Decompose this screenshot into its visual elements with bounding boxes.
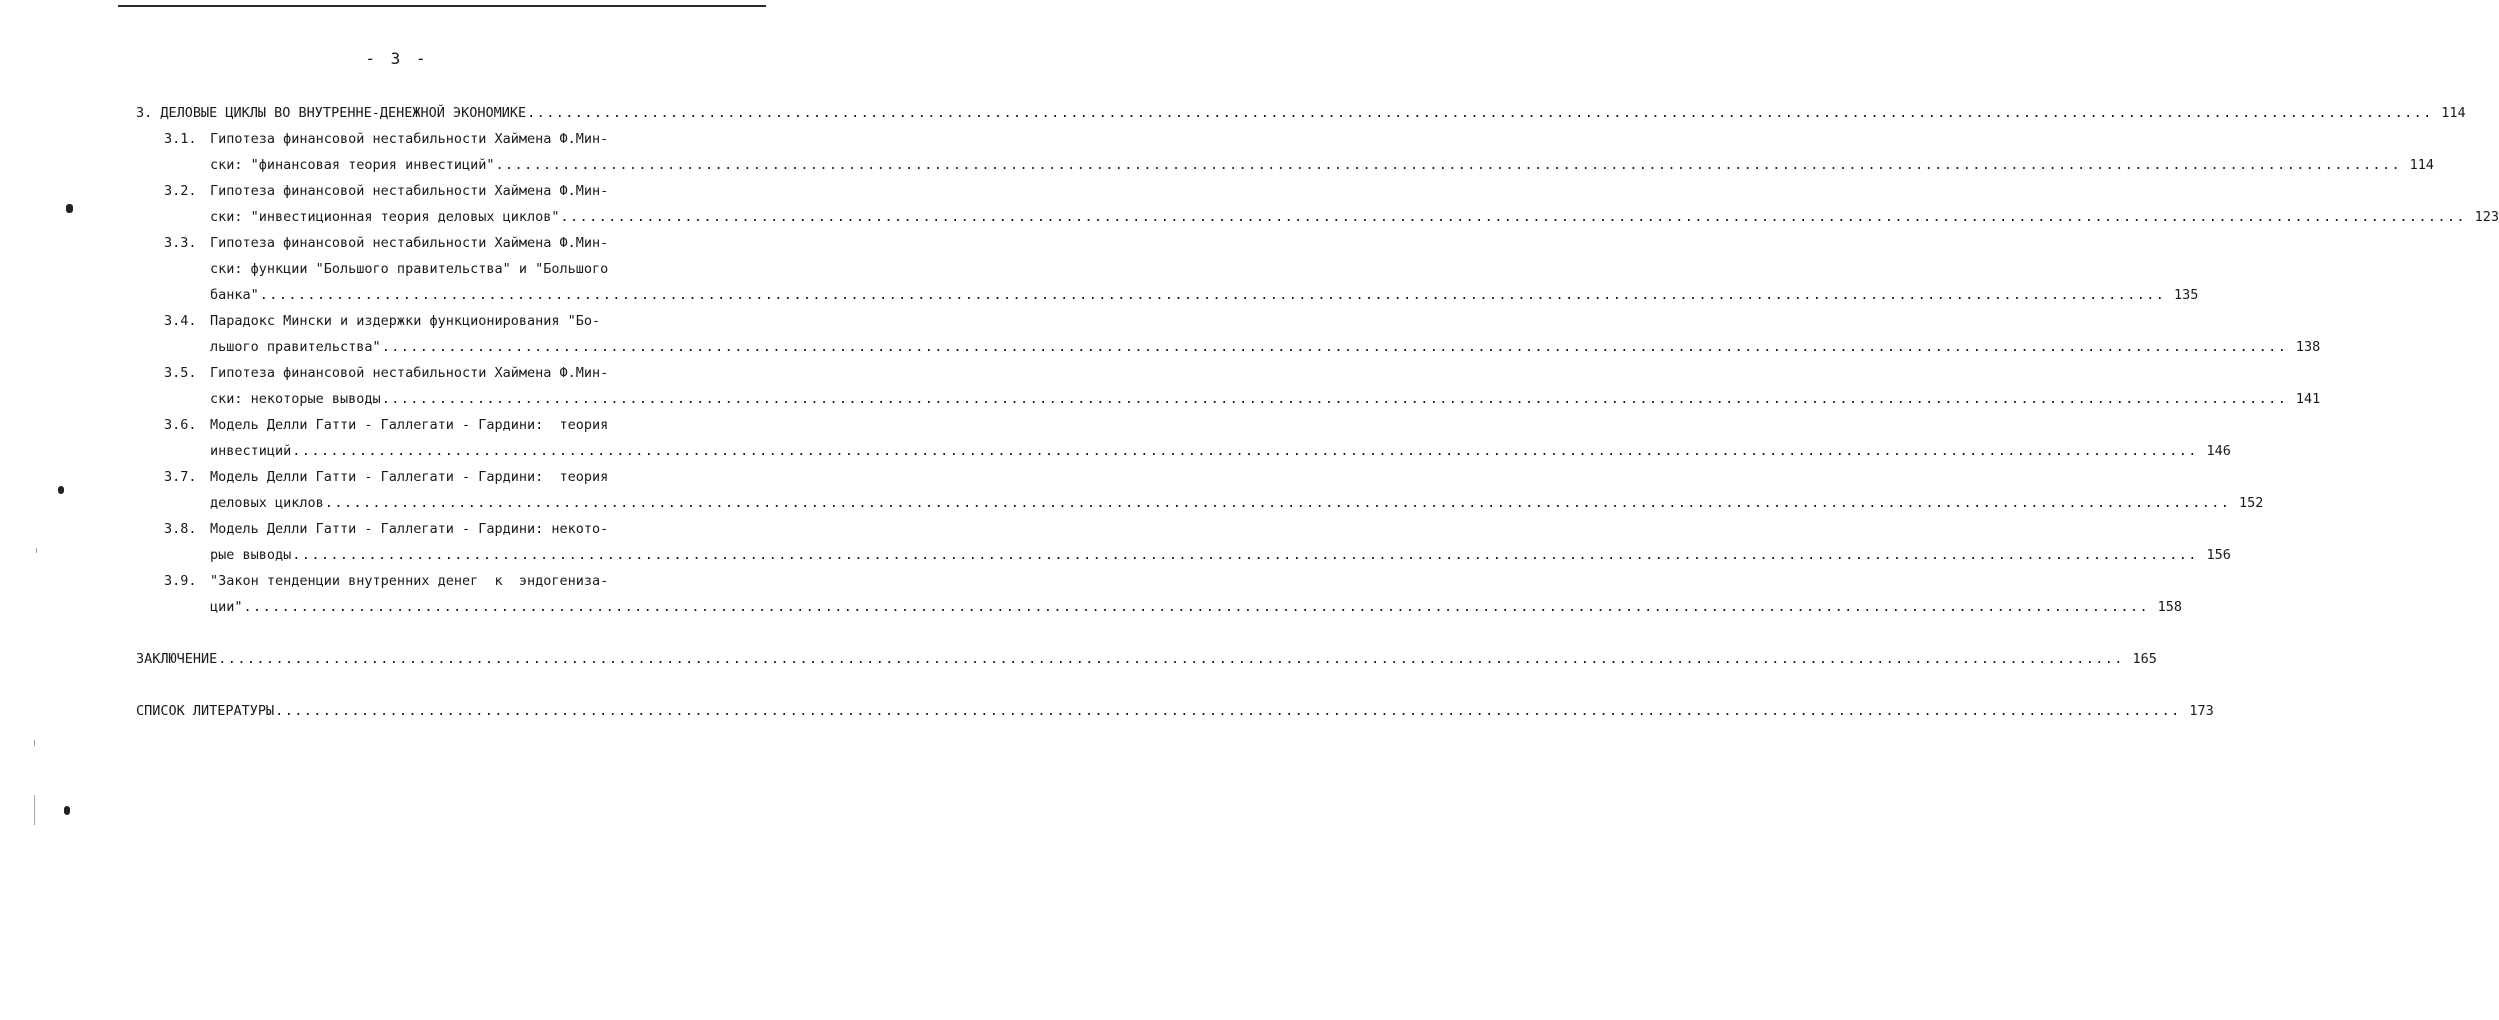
- leader-dots: ........................................................................................................................................................................................................: [292, 443, 2198, 459]
- toc-label: ски: "финансовая теория инвестиций": [210, 157, 495, 173]
- toc-entry-3-8[interactable]: [210, 544, 2231, 564]
- toc-line: "Закон тенденции внутренних денег к эндогениза-: [210, 573, 609, 589]
- toc-line: Гипотеза финансовой нестабильности Хаймена Ф.Мин-: [210, 131, 609, 147]
- toc-label: льшого правительства": [210, 339, 381, 355]
- toc-line: Гипотеза финансовой нестабильности Хаймена Ф.Мин-: [210, 365, 609, 381]
- toc-page: 165: [2132, 651, 2157, 667]
- toc-page: 152: [2238, 495, 2264, 511]
- section-number: 3.7.: [164, 469, 197, 485]
- toc-entry-3-2[interactable]: [210, 206, 2499, 226]
- toc-label: СПИСОК ЛИТЕРАТУРЫ: [136, 703, 275, 719]
- margin-line-mark: [34, 795, 35, 825]
- toc-entry-3-1[interactable]: [210, 154, 2435, 174]
- section-number: 3.8.: [164, 521, 197, 537]
- toc-entry-3-7[interactable]: [210, 492, 2264, 512]
- leader-dots: ........................................................................................................................................................................................................: [495, 157, 2402, 173]
- toc-entry-3-3[interactable]: [210, 284, 2199, 304]
- toc-entry-3-4[interactable]: [210, 336, 2321, 356]
- toc-page: 173: [2189, 703, 2214, 719]
- leader-dots: ........................................................................................................................................................................................................: [381, 339, 2288, 355]
- toc-line: Гипотеза финансовой нестабильности Хаймена Ф.Мин-: [210, 183, 609, 199]
- toc-page: 114: [2441, 105, 2466, 121]
- leader-dots: ........................................................................................................................................................................................................: [560, 209, 2467, 225]
- binding-hole-mark: [58, 486, 64, 494]
- toc-line: ски: функции "Большого правительства" и "Большого: [210, 261, 609, 277]
- toc-entry-3-9[interactable]: [210, 596, 2183, 616]
- toc-entry-3-6[interactable]: [210, 440, 2231, 460]
- leader-dots: ........................................................................................................................................................................................................: [324, 495, 2231, 511]
- margin-line-mark: [34, 740, 35, 746]
- toc-entry-conclusion[interactable]: [136, 648, 2157, 668]
- toc-page: 158: [2157, 599, 2183, 615]
- leader-dots: ........................................................................................................................................................................................................: [259, 287, 2166, 303]
- toc-page: 114: [2409, 157, 2435, 173]
- section-number: 3.6.: [164, 417, 197, 433]
- toc-entry-3-5[interactable]: [210, 388, 2321, 408]
- leader-dots: ........................................................................................................................................................................................................: [275, 703, 2181, 719]
- toc-page: 141: [2295, 391, 2321, 407]
- section-number: 3.2.: [164, 183, 197, 199]
- margin-line-mark: [36, 548, 37, 553]
- toc-label: ции": [210, 599, 243, 615]
- section-number: 3.1.: [164, 131, 197, 147]
- toc-label: ски: "инвестиционная теория деловых циклов": [210, 209, 560, 225]
- toc-page: 135: [2173, 287, 2199, 303]
- toc-page: 123: [2474, 209, 2499, 225]
- binding-hole-mark: [64, 806, 70, 815]
- toc-entry-chapter-3[interactable]: [136, 102, 2466, 122]
- leader-dots: ........................................................................................................................................................................................................: [218, 651, 2124, 667]
- toc-line: Модель Делли Гатти - Галлегати - Гардини: теория: [210, 417, 609, 433]
- section-number: 3.3.: [164, 235, 197, 251]
- leader-dots: ........................................................................................................................................................................................................: [292, 547, 2198, 563]
- toc-line: Модель Делли Гатти - Галлегати - Гардини: некото-: [210, 521, 609, 537]
- toc-line: Модель Делли Гатти - Галлегати - Гардини: теория: [210, 469, 609, 485]
- toc-label: деловых циклов: [210, 495, 324, 511]
- page-number: - 3 -: [365, 49, 429, 68]
- section-number: 3.4.: [164, 313, 197, 329]
- binding-hole-mark: [66, 204, 73, 213]
- toc-label: банка": [210, 287, 259, 303]
- section-number: 3.9.: [164, 573, 197, 589]
- toc-line: Парадокс Мински и издержки функционирования "Бо-: [210, 313, 601, 329]
- leader-dots: ........................................................................................................................................................................................................: [527, 105, 2433, 121]
- toc-label: 3. ДЕЛОВЫЕ ЦИКЛЫ ВО ВНУТРЕННЕ-ДЕНЕЖНОЙ ЭКОНОМИКЕ: [136, 105, 527, 121]
- leader-dots: ........................................................................................................................................................................................................: [243, 599, 2150, 615]
- section-number: 3.5.: [164, 365, 197, 381]
- top-rule: [118, 5, 766, 7]
- toc-page: 138: [2295, 339, 2321, 355]
- toc-label: ски: некоторые выводы: [210, 391, 381, 407]
- toc-label: рые выводы: [210, 547, 292, 563]
- toc-page: 146: [2206, 443, 2231, 459]
- toc-page: 156: [2206, 547, 2231, 563]
- toc-label: инвестиций: [210, 443, 292, 459]
- leader-dots: ........................................................................................................................................................................................................: [381, 391, 2288, 407]
- toc-label: ЗАКЛЮЧЕНИЕ: [136, 651, 218, 667]
- toc-line: Гипотеза финансовой нестабильности Хаймена Ф.Мин-: [210, 235, 609, 251]
- toc-entry-bibliography[interactable]: [136, 700, 2214, 720]
